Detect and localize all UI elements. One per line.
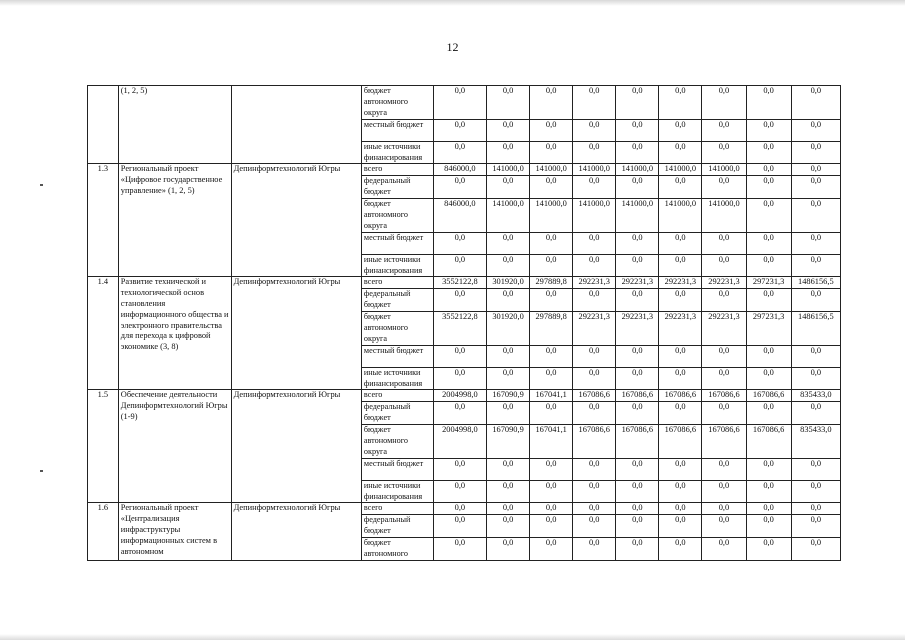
- item-executor: Депинформтехнологий Югры: [231, 503, 361, 561]
- amount-cell: 292231,3: [702, 277, 746, 289]
- amount-cell: 0,0: [702, 289, 746, 312]
- amount-cell: 141000,0: [616, 199, 659, 233]
- amount-cell: 0,0: [616, 538, 659, 561]
- funding-source: бюджет автономного округа: [361, 312, 433, 346]
- amount-cell: 141000,0: [659, 199, 702, 233]
- amount-cell: 0,0: [487, 503, 530, 515]
- item-number: 1.3: [88, 164, 119, 277]
- funding-source: местный бюджет: [361, 119, 433, 141]
- amount-cell: 0,0: [487, 254, 530, 277]
- amount-cell: 141000,0: [530, 199, 573, 233]
- amount-cell: 0,0: [791, 254, 840, 277]
- scan-edge-top: [0, 0, 905, 6]
- funding-source: бюджет автономного округа: [361, 199, 433, 233]
- amount-cell: 167086,6: [573, 390, 616, 402]
- amount-cell: 0,0: [530, 86, 573, 120]
- table-row: [88, 277, 841, 289]
- amount-cell: 0,0: [746, 538, 791, 561]
- amount-cell: 0,0: [530, 538, 573, 561]
- amount-cell: 0,0: [746, 176, 791, 199]
- amount-cell: 292231,3: [616, 277, 659, 289]
- amount-cell: 0,0: [746, 503, 791, 515]
- amount-cell: 3552122,8: [433, 277, 486, 289]
- amount-cell: 0,0: [530, 480, 573, 503]
- amount-cell: 0,0: [573, 86, 616, 120]
- amount-cell: 0,0: [746, 458, 791, 480]
- amount-cell: 846000,0: [433, 199, 486, 233]
- amount-cell: 141000,0: [573, 199, 616, 233]
- amount-cell: 0,0: [659, 503, 702, 515]
- funding-source: иные источники финансирования: [361, 367, 433, 390]
- item-number: 1.5: [88, 390, 119, 503]
- amount-cell: 0,0: [616, 119, 659, 141]
- amount-cell: 0,0: [616, 254, 659, 277]
- amount-cell: 0,0: [659, 515, 702, 538]
- amount-cell: 0,0: [659, 176, 702, 199]
- amount-cell: 0,0: [746, 515, 791, 538]
- amount-cell: 0,0: [702, 515, 746, 538]
- amount-cell: 0,0: [433, 119, 486, 141]
- amount-cell: 0,0: [487, 458, 530, 480]
- amount-cell: 167090,9: [487, 390, 530, 402]
- amount-cell: 0,0: [487, 176, 530, 199]
- amount-cell: 0,0: [659, 538, 702, 561]
- amount-cell: 0,0: [487, 119, 530, 141]
- amount-cell: 292231,3: [573, 277, 616, 289]
- item-executor: Депинформтехнологий Югры: [231, 277, 361, 390]
- amount-cell: 0,0: [746, 367, 791, 390]
- funding-source: всего: [361, 503, 433, 515]
- amount-cell: 0,0: [573, 232, 616, 254]
- amount-cell: 0,0: [487, 538, 530, 561]
- amount-cell: 141000,0: [616, 164, 659, 176]
- amount-cell: 0,0: [791, 176, 840, 199]
- funding-source: местный бюджет: [361, 345, 433, 367]
- amount-cell: 0,0: [702, 458, 746, 480]
- amount-cell: 141000,0: [530, 164, 573, 176]
- amount-cell: 167086,6: [659, 425, 702, 459]
- amount-cell: 0,0: [433, 480, 486, 503]
- amount-cell: 167086,6: [702, 390, 746, 402]
- amount-cell: 0,0: [487, 345, 530, 367]
- amount-cell: 0,0: [573, 367, 616, 390]
- amount-cell: 0,0: [791, 538, 840, 561]
- amount-cell: 0,0: [659, 232, 702, 254]
- item-number: 1.6: [88, 503, 119, 561]
- amount-cell: 0,0: [791, 289, 840, 312]
- amount-cell: 141000,0: [659, 164, 702, 176]
- amount-cell: 0,0: [791, 141, 840, 164]
- funding-source: федеральный бюджет: [361, 515, 433, 538]
- amount-cell: 0,0: [487, 480, 530, 503]
- amount-cell: 0,0: [659, 402, 702, 425]
- amount-cell: 0,0: [746, 345, 791, 367]
- amount-cell: 0,0: [746, 164, 791, 176]
- amount-cell: 0,0: [573, 538, 616, 561]
- amount-cell: 0,0: [791, 367, 840, 390]
- amount-cell: 0,0: [487, 515, 530, 538]
- amount-cell: 0,0: [616, 176, 659, 199]
- table-row: [88, 164, 841, 176]
- amount-cell: 0,0: [746, 254, 791, 277]
- amount-cell: 0,0: [616, 232, 659, 254]
- funding-source: федеральный бюджет: [361, 289, 433, 312]
- amount-cell: 0,0: [702, 232, 746, 254]
- amount-cell: 0,0: [433, 345, 486, 367]
- amount-cell: 0,0: [702, 367, 746, 390]
- amount-cell: 0,0: [573, 254, 616, 277]
- amount-cell: 0,0: [791, 232, 840, 254]
- amount-cell: 846000,0: [433, 164, 486, 176]
- amount-cell: 0,0: [659, 345, 702, 367]
- amount-cell: 292231,3: [702, 312, 746, 346]
- funding-source: всего: [361, 277, 433, 289]
- amount-cell: 0,0: [702, 176, 746, 199]
- amount-cell: 2004998,0: [433, 425, 486, 459]
- item-executor: [231, 86, 361, 164]
- financing-table: [87, 85, 841, 561]
- amount-cell: 292231,3: [659, 277, 702, 289]
- amount-cell: 0,0: [702, 480, 746, 503]
- item-title: Региональный проект «Цифровое государственное управление» (1, 2, 5): [118, 164, 231, 277]
- amount-cell: 0,0: [702, 402, 746, 425]
- amount-cell: 167086,6: [702, 425, 746, 459]
- amount-cell: 0,0: [573, 458, 616, 480]
- funding-source: местный бюджет: [361, 232, 433, 254]
- item-number: [88, 86, 119, 164]
- item-title: Развитие технической и технологической основ становления информационного общества и электронного правительства для перехода к цифровой экономике (3, 8): [118, 277, 231, 390]
- amount-cell: 0,0: [433, 254, 486, 277]
- funding-source: иные источники финансирования: [361, 480, 433, 503]
- amount-cell: 0,0: [746, 289, 791, 312]
- amount-cell: 167086,6: [746, 425, 791, 459]
- table-row: [88, 390, 841, 402]
- amount-cell: 0,0: [616, 345, 659, 367]
- amount-cell: 0,0: [791, 480, 840, 503]
- amount-cell: 0,0: [702, 141, 746, 164]
- amount-cell: 835433,0: [791, 390, 840, 402]
- amount-cell: 0,0: [616, 141, 659, 164]
- funding-source: всего: [361, 390, 433, 402]
- amount-cell: 0,0: [616, 480, 659, 503]
- amount-cell: 0,0: [702, 254, 746, 277]
- amount-cell: 0,0: [573, 503, 616, 515]
- page-number: 12: [446, 40, 459, 54]
- amount-cell: 0,0: [433, 86, 486, 120]
- amount-cell: 0,0: [702, 538, 746, 561]
- amount-cell: 0,0: [433, 538, 486, 561]
- amount-cell: 297889,8: [530, 277, 573, 289]
- amount-cell: 141000,0: [702, 164, 746, 176]
- amount-cell: 297231,3: [746, 277, 791, 289]
- amount-cell: 167090,9: [487, 425, 530, 459]
- amount-cell: 0,0: [487, 289, 530, 312]
- amount-cell: 0,0: [616, 289, 659, 312]
- amount-cell: 0,0: [433, 176, 486, 199]
- funding-source: федеральный бюджет: [361, 176, 433, 199]
- amount-cell: 2004998,0: [433, 390, 486, 402]
- amount-cell: 167086,6: [616, 425, 659, 459]
- table-row: [88, 503, 841, 515]
- amount-cell: 0,0: [487, 402, 530, 425]
- amount-cell: 0,0: [746, 402, 791, 425]
- amount-cell: 0,0: [659, 458, 702, 480]
- amount-cell: 0,0: [746, 480, 791, 503]
- amount-cell: 0,0: [530, 515, 573, 538]
- amount-cell: 0,0: [659, 289, 702, 312]
- amount-cell: 1486156,5: [791, 277, 840, 289]
- amount-cell: 292231,3: [616, 312, 659, 346]
- amount-cell: 0,0: [791, 199, 840, 233]
- amount-cell: 0,0: [530, 458, 573, 480]
- amount-cell: 0,0: [530, 254, 573, 277]
- amount-cell: 167086,6: [573, 425, 616, 459]
- amount-cell: 0,0: [659, 367, 702, 390]
- amount-cell: 0,0: [573, 515, 616, 538]
- amount-cell: 0,0: [530, 345, 573, 367]
- amount-cell: 0,0: [530, 367, 573, 390]
- amount-cell: 0,0: [573, 289, 616, 312]
- amount-cell: 0,0: [702, 86, 746, 120]
- amount-cell: 292231,3: [659, 312, 702, 346]
- amount-cell: 292231,3: [573, 312, 616, 346]
- amount-cell: 141000,0: [487, 199, 530, 233]
- amount-cell: 835433,0: [791, 425, 840, 459]
- amount-cell: 0,0: [433, 367, 486, 390]
- amount-cell: 0,0: [659, 86, 702, 120]
- funding-source: иные источники финансирования: [361, 141, 433, 164]
- amount-cell: 0,0: [530, 503, 573, 515]
- scan-edge-bottom: [0, 634, 905, 640]
- amount-cell: 0,0: [487, 141, 530, 164]
- amount-cell: 0,0: [616, 503, 659, 515]
- funding-source: бюджет автономного округа: [361, 86, 433, 120]
- item-executor: Депинформтехнологий Югры: [231, 390, 361, 503]
- funding-source: всего: [361, 164, 433, 176]
- amount-cell: 301920,0: [487, 312, 530, 346]
- scan-speck: [40, 470, 43, 472]
- amount-cell: 0,0: [791, 119, 840, 141]
- amount-cell: 0,0: [433, 503, 486, 515]
- amount-cell: 0,0: [791, 402, 840, 425]
- amount-cell: 0,0: [702, 503, 746, 515]
- amount-cell: 0,0: [573, 402, 616, 425]
- amount-cell: 167041,1: [530, 390, 573, 402]
- amount-cell: 0,0: [791, 86, 840, 120]
- item-executor: Депинформтехнологий Югры: [231, 164, 361, 277]
- funding-source: бюджет автономного округа: [361, 425, 433, 459]
- amount-cell: 0,0: [530, 402, 573, 425]
- amount-cell: 0,0: [791, 515, 840, 538]
- amount-cell: 0,0: [530, 232, 573, 254]
- funding-source: иные источники финансирования: [361, 254, 433, 277]
- amount-cell: 0,0: [487, 232, 530, 254]
- amount-cell: 297889,8: [530, 312, 573, 346]
- amount-cell: 167041,1: [530, 425, 573, 459]
- item-title: (1, 2, 5): [118, 86, 231, 164]
- amount-cell: 0,0: [573, 141, 616, 164]
- amount-cell: 141000,0: [702, 199, 746, 233]
- amount-cell: 0,0: [433, 402, 486, 425]
- amount-cell: 0,0: [791, 345, 840, 367]
- amount-cell: 0,0: [433, 458, 486, 480]
- amount-cell: 0,0: [659, 119, 702, 141]
- amount-cell: 0,0: [746, 199, 791, 233]
- amount-cell: 0,0: [530, 289, 573, 312]
- amount-cell: 0,0: [530, 119, 573, 141]
- amount-cell: 301920,0: [487, 277, 530, 289]
- amount-cell: 0,0: [573, 480, 616, 503]
- amount-cell: 0,0: [433, 515, 486, 538]
- amount-cell: 0,0: [791, 503, 840, 515]
- amount-cell: 0,0: [616, 367, 659, 390]
- item-title: Региональный проект «Централизация инфраструктуры информационных систем в автономном: [118, 503, 231, 561]
- amount-cell: 0,0: [530, 141, 573, 164]
- item-title: Обеспечение деятельности Депинформтехнологий Югры (1-9): [118, 390, 231, 503]
- amount-cell: 0,0: [433, 232, 486, 254]
- amount-cell: 0,0: [746, 232, 791, 254]
- amount-cell: 0,0: [659, 141, 702, 164]
- table-row: [88, 86, 841, 120]
- amount-cell: 141000,0: [487, 164, 530, 176]
- amount-cell: 0,0: [616, 402, 659, 425]
- amount-cell: 0,0: [791, 458, 840, 480]
- funding-source: федеральный бюджет: [361, 402, 433, 425]
- amount-cell: 0,0: [487, 86, 530, 120]
- amount-cell: 0,0: [616, 458, 659, 480]
- amount-cell: 297231,3: [746, 312, 791, 346]
- table-body: [88, 86, 841, 561]
- amount-cell: 0,0: [746, 86, 791, 120]
- funding-source: местный бюджет: [361, 458, 433, 480]
- amount-cell: 0,0: [530, 176, 573, 199]
- amount-cell: 0,0: [791, 164, 840, 176]
- amount-cell: 0,0: [616, 86, 659, 120]
- amount-cell: 0,0: [433, 141, 486, 164]
- item-number: 1.4: [88, 277, 119, 390]
- amount-cell: 0,0: [433, 289, 486, 312]
- amount-cell: 0,0: [616, 515, 659, 538]
- amount-cell: 0,0: [487, 367, 530, 390]
- amount-cell: 167086,6: [616, 390, 659, 402]
- amount-cell: 0,0: [659, 254, 702, 277]
- amount-cell: 0,0: [702, 119, 746, 141]
- amount-cell: 0,0: [746, 141, 791, 164]
- amount-cell: 0,0: [573, 119, 616, 141]
- amount-cell: 0,0: [573, 176, 616, 199]
- amount-cell: 167086,6: [659, 390, 702, 402]
- amount-cell: 0,0: [573, 345, 616, 367]
- scan-speck: [40, 184, 43, 186]
- amount-cell: 0,0: [702, 345, 746, 367]
- amount-cell: 141000,0: [573, 164, 616, 176]
- amount-cell: 167086,6: [746, 390, 791, 402]
- funding-source: бюджет автономного: [361, 538, 433, 561]
- amount-cell: 0,0: [746, 119, 791, 141]
- amount-cell: 0,0: [659, 480, 702, 503]
- amount-cell: 3552122,8: [433, 312, 486, 346]
- amount-cell: 1486156,5: [791, 312, 840, 346]
